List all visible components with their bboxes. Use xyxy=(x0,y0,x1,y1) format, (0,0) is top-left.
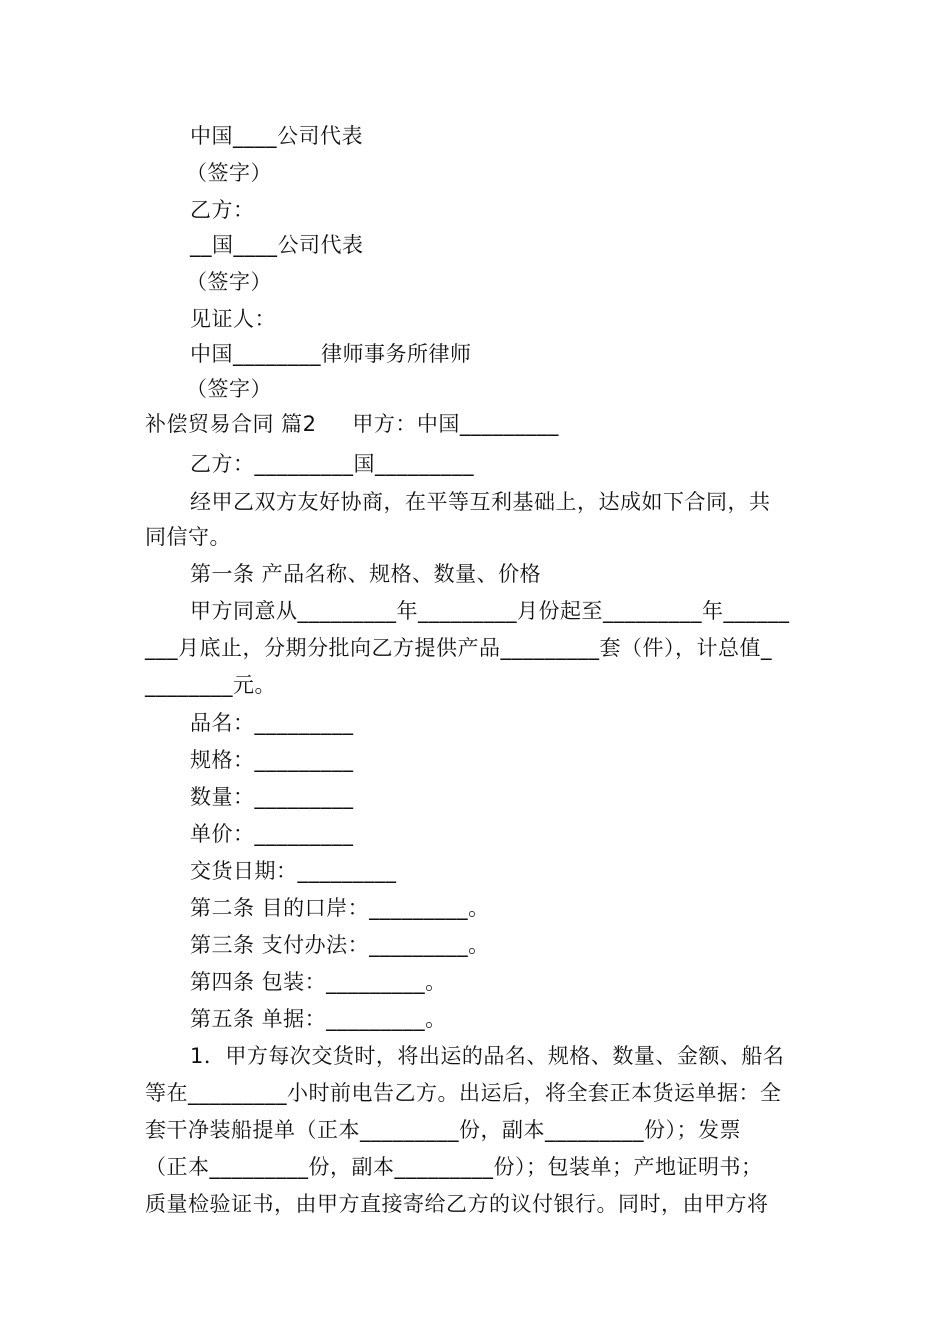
article-1-text-3: ________元。 xyxy=(145,673,276,697)
signature-label-1: （签字） xyxy=(186,161,272,185)
unit-price-field: 单价：_________ xyxy=(190,822,354,846)
article-3: 第三条 支付办法：_________。 xyxy=(190,933,490,957)
product-name-field: 品名：_________ xyxy=(190,711,354,735)
party-b-representative: __国____公司代表 xyxy=(190,233,364,257)
article-5: 第五条 单据：_________。 xyxy=(190,1007,447,1031)
delivery-date-field: 交货日期：_________ xyxy=(190,859,397,883)
preamble-line-1: 经甲乙双方友好协商，在平等互利基础上，达成如下合同，共 xyxy=(190,490,771,514)
specification-field: 规格：_________ xyxy=(190,748,354,772)
clause-1-line-4: （正本_________份，副本_________份）；包装单；产地证明书； xyxy=(145,1155,763,1179)
signature-label-3: （签字） xyxy=(186,377,272,401)
signature-label-2: （签字） xyxy=(186,270,272,294)
article-2: 第二条 目的口岸：_________。 xyxy=(190,896,490,920)
article-1-text-1: 甲方同意从_________年_________月份起至_________年______ xyxy=(190,599,790,623)
clause-1-line-5: 质量检验证书，由甲方直接寄给乙方的议付银行。同时，由甲方将 xyxy=(145,1192,769,1216)
article-4: 第四条 包装：_________。 xyxy=(190,970,447,994)
party-b-label: 乙方： xyxy=(190,198,255,222)
article-1-text-2: ___月底止，分期分批向乙方提供产品_________套（件），计总值_ xyxy=(145,636,772,660)
article-1-heading: 第一条 产品名称、规格、数量、价格 xyxy=(190,562,542,586)
contract-title-party-a: 补偿贸易合同 篇2 甲方：中国_________ xyxy=(145,412,559,436)
clause-1-line-1: 1．甲方每次交货时，将出运的品名、规格、数量、金额、船名 xyxy=(190,1044,785,1068)
witness-label: 见证人： xyxy=(190,307,276,331)
party-b-line: 乙方：_________国_________ xyxy=(190,452,474,476)
clause-1-line-2: 等在_________小时前电告乙方。出运后，将全套正本货运单据：全 xyxy=(145,1081,782,1105)
quantity-field: 数量：_________ xyxy=(190,785,354,809)
preamble-line-2: 同信守。 xyxy=(145,525,231,549)
witness-lawyer: 中国________律师事务所律师 xyxy=(190,342,472,366)
clause-1-line-3: 套干净装船提单（正本_________份，副本_________份）；发票 xyxy=(145,1118,741,1142)
party-a-representative: 中国____公司代表 xyxy=(190,124,363,148)
